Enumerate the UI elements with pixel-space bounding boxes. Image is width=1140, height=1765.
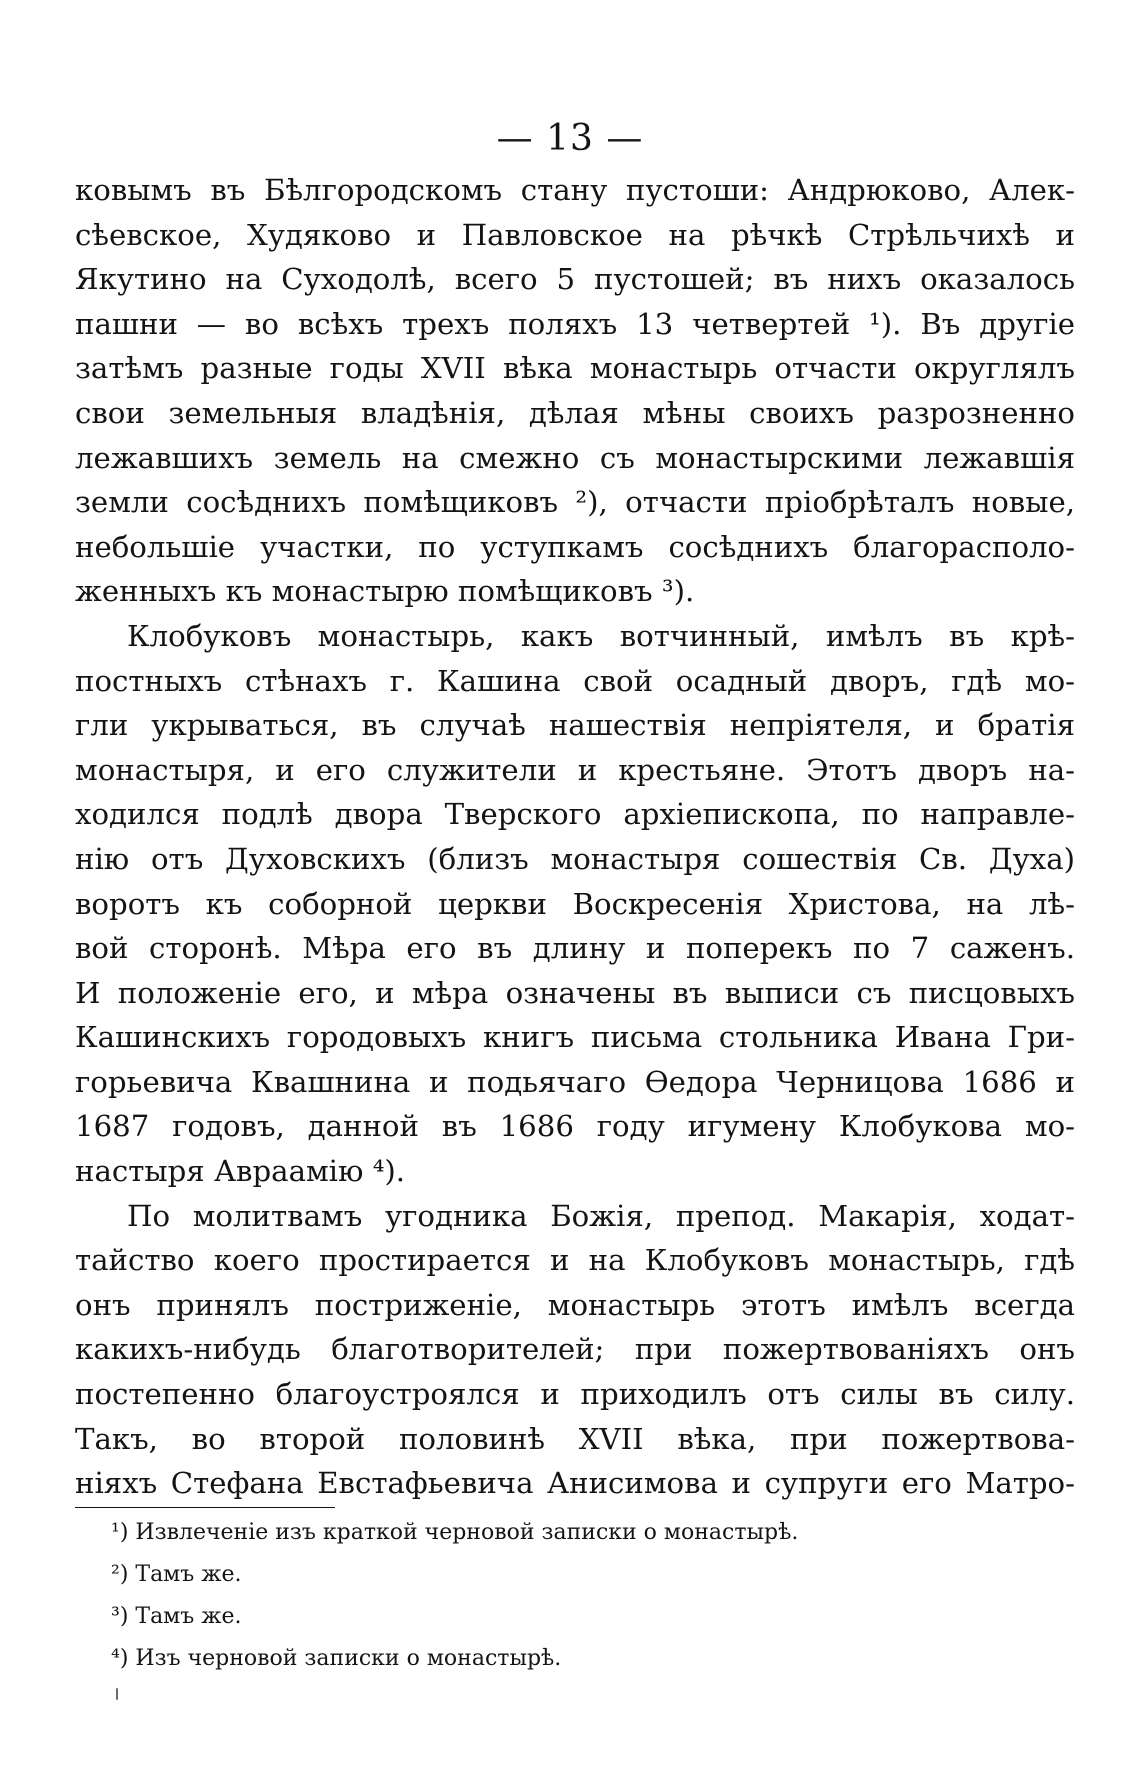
text-line: ніяхъ Стефана Евстафьевича Анисимова и супруги его Матро-	[75, 1466, 1075, 1501]
text-line: тайство коего простирается и на Клобуковъ монастырь, гдѣ	[75, 1243, 1075, 1278]
text-line: монастыря, и его служители и крестьяне. Этотъ дворъ на-	[75, 752, 1075, 787]
text-line: небольшіе участки, по уступкамъ сосѣднихъ благорасполо-	[75, 529, 1075, 564]
text-line: Кашинскихъ городовыхъ книгъ письма стольника Ивана Гри-	[75, 1020, 1075, 1055]
text-line: воротъ къ соборной церкви Воскресенія Христова, на лѣ-	[75, 886, 1075, 921]
text-line: женныхъ къ монастырю помѣщиковъ ³).	[75, 574, 695, 609]
text-line: свои земельныя владѣнія, дѣлая мѣны своихъ разрозненно	[75, 395, 1075, 430]
text-line: И положеніе его, и мѣра означены въ выписи съ писцовыхъ	[75, 975, 1075, 1010]
text-line: вой сторонѣ. Мѣра его въ длину и поперекъ по 7 саженъ.	[75, 931, 1075, 966]
text-line: ходился подлѣ двора Тверского архіепископа, по направле-	[75, 797, 1075, 832]
text-line: нію отъ Духовскихъ (близъ монастыря сошествія Св. Духа)	[75, 841, 1075, 876]
text-line: Такъ, во второй половинѣ XVII вѣка, при пожертвова-	[75, 1421, 1075, 1456]
text-line: сѣевское, Худяково и Павловское на рѣчкѣ Стрѣльчихѣ и	[75, 217, 1075, 252]
footnote: ³) Тамъ же.	[111, 1604, 242, 1629]
text-line: постепенно благоустроялся и приходилъ отъ силы въ силу.	[75, 1377, 1075, 1412]
text-line: онъ принялъ постриженіе, монастырь этотъ имѣлъ всегда	[75, 1287, 1075, 1322]
text-line: постныхъ стѣнахъ г. Кашина свой осадный дворъ, гдѣ мо-	[75, 663, 1075, 698]
text-line: лежавшихъ земель на смежно съ монастырскими лежавшія	[75, 440, 1075, 475]
text-line: какихъ-нибудь благотворителей; при пожертвованіяхъ онъ	[75, 1332, 1075, 1367]
page-number: — 13 —	[496, 118, 644, 159]
text-line: ковымъ въ Бѣлгородскомъ стану пустоши: Андрюково, Алек-	[75, 173, 1075, 207]
text-line: 1687 годовъ, данной въ 1686 году игумену Клобукова мо-	[75, 1109, 1075, 1144]
text-line: По молитвамъ угодника Божія, препод. Макарія, ходат-	[127, 1198, 1075, 1233]
footnote: ¹) Извлеченіе изъ краткой черновой записки о монастырѣ.	[111, 1520, 799, 1545]
text-line: Клобуковъ монастырь, какъ вотчинный, имѣлъ въ крѣ-	[127, 618, 1075, 653]
footnote: ⁴) Изъ черновой записки о монастырѣ.	[111, 1646, 562, 1671]
text-line: гли укрываться, въ случаѣ нашествія непріятеля, и братія	[75, 708, 1075, 743]
footnotes	[75, 1512, 1075, 1680]
text-line: пашни — во всѣхъ трехъ поляхъ 13 четвертей ¹). Въ другіе	[75, 306, 1075, 341]
body-text	[75, 168, 1075, 1506]
text-line: горьевича Квашнина и подьячаго Ѳедора Черницова 1686 и	[75, 1064, 1075, 1099]
text-line: земли сосѣднихъ помѣщиковъ ²), отчасти пріобрѣталъ новые,	[75, 485, 1075, 520]
footnote: ²) Тамъ же.	[111, 1562, 242, 1587]
text-line: Якутино на Суходолѣ, всего 5 пустошей; въ нихъ оказалось	[75, 262, 1075, 297]
text-line: настыря Авраамію ⁴).	[75, 1154, 406, 1189]
footnote-divider	[75, 1507, 335, 1508]
text-line: затѣмъ разные годы XVII вѣка монастырь отчасти округлялъ	[75, 351, 1075, 386]
ink-speck	[116, 1688, 118, 1700]
